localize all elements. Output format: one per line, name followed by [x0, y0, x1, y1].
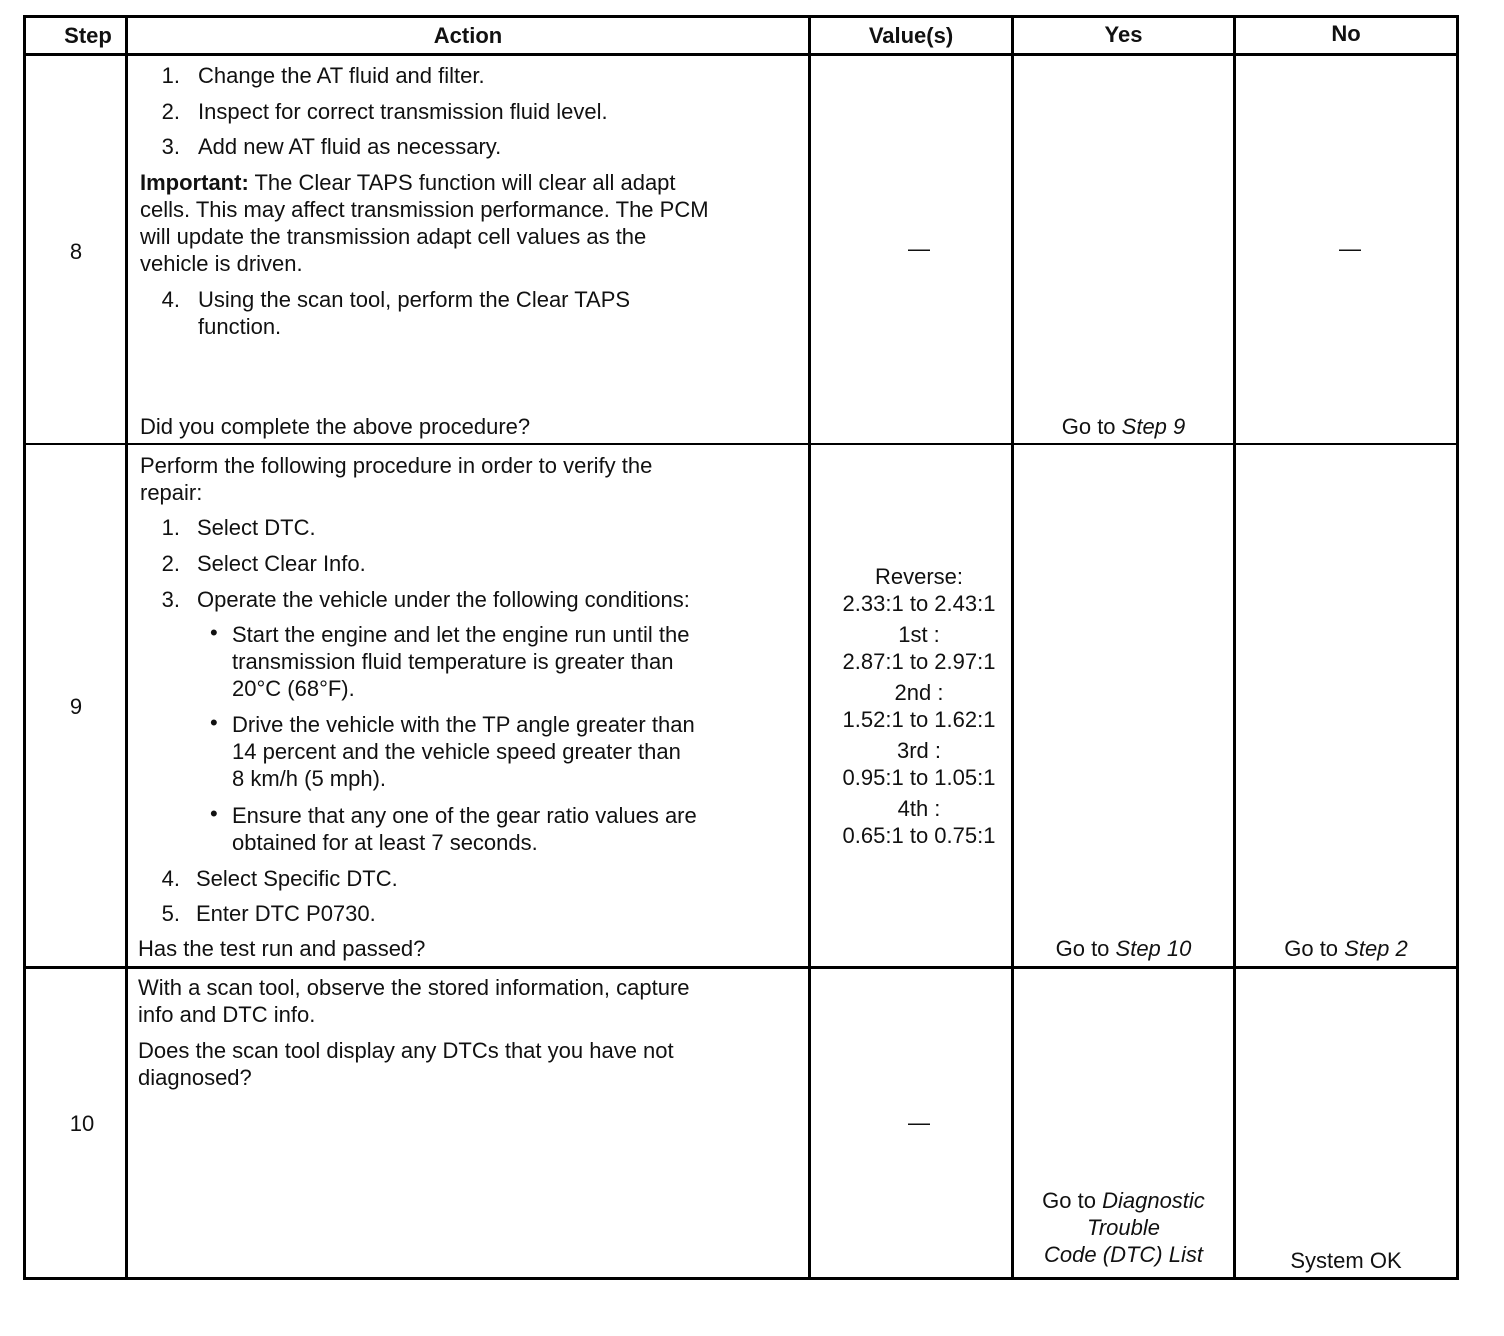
item-number: 4.: [161, 866, 180, 891]
bullet-line: obtained for at least 7 seconds.: [232, 830, 538, 855]
dtc-list-link[interactable]: Code (DTC) List: [1044, 1242, 1203, 1267]
item-text: Add new AT fluid as necessary.: [198, 134, 502, 159]
bullet-icon: •: [210, 710, 218, 735]
gear-range: 2.33:1 to 2.43:1: [842, 591, 996, 616]
goto-prefix: Go to: [1061, 414, 1122, 439]
item-number: 3.: [161, 587, 180, 612]
step-9-yes: [1014, 935, 1233, 962]
gear-range: 1.52:1 to 1.62:1: [842, 707, 996, 732]
item-text: Inspect for correct transmission fluid level.: [198, 99, 608, 124]
gear-label: 4th :: [897, 796, 941, 821]
goto-prefix: Go to: [1042, 1188, 1103, 1213]
header-step: Step: [64, 23, 112, 48]
step-9-values: [811, 563, 1027, 853]
bullet-text: [232, 802, 802, 856]
step-10-number: 10: [69, 1111, 95, 1136]
header-action: Action: [433, 23, 503, 48]
intro-line: repair:: [140, 480, 203, 505]
dtc-list-link[interactable]: Trouble: [1087, 1215, 1160, 1240]
goto-prefix: Go to: [1055, 936, 1116, 961]
bullet-line: 14 percent and the vehicle speed greater than: [232, 739, 681, 764]
item-number: 4.: [161, 287, 180, 312]
item-text: Select DTC.: [197, 515, 316, 540]
step-9-no: [1236, 935, 1456, 962]
table-border-right: [1456, 15, 1459, 1280]
bullet-line: 20°C (68°F).: [232, 676, 355, 701]
bullet-line: Start the engine and let the engine run until the: [232, 622, 690, 647]
item-number: 3.: [161, 134, 180, 159]
item-text: Select Clear Info.: [197, 551, 366, 576]
question-line: diagnosed?: [138, 1065, 252, 1090]
gear-ratio-entry: [811, 621, 1027, 679]
step-9-intro: [140, 452, 805, 506]
item-number: 2.: [161, 99, 180, 124]
step-8-value: —: [908, 236, 930, 261]
paragraph-line: info and DTC info.: [138, 1002, 316, 1027]
bullet-line: transmission fluid temperature is greater than: [232, 649, 674, 674]
item-number: 1.: [161, 63, 180, 88]
gear-ratio-entry: [811, 795, 1027, 853]
gear-ratio-entry: [811, 679, 1027, 737]
goto-prefix: Go to: [1284, 936, 1345, 961]
gear-label: 3rd :: [896, 738, 942, 763]
gear-ratio-entry: [811, 563, 1027, 621]
goto-step-10-link[interactable]: Step 10: [1115, 936, 1192, 961]
header-yes: Yes: [1104, 22, 1143, 47]
question-line: Does the scan tool display any DTCs that you have not: [138, 1038, 674, 1063]
item-number: 1.: [161, 515, 180, 540]
gear-label: 1st :: [898, 622, 940, 647]
dtc-list-link[interactable]: Diagnostic: [1102, 1188, 1205, 1213]
important-line: will update the transmission adapt cell values as the: [140, 224, 647, 249]
table-border-left: [23, 15, 26, 1280]
item-line: function.: [198, 314, 282, 339]
important-line: cells. This may affect transmission performance. The PCM: [140, 197, 709, 222]
goto-step-9-link[interactable]: Step 9: [1121, 414, 1186, 439]
important-line: vehicle is driven.: [140, 251, 303, 276]
bullet-text: [232, 711, 802, 792]
bullet-line: 8 km/h (5 mph).: [232, 766, 387, 791]
step-10-value: —: [908, 1110, 930, 1135]
step-10-question: [138, 1037, 803, 1091]
item-text: Change the AT fluid and filter.: [198, 63, 485, 88]
header-values: Value(s): [868, 23, 954, 48]
step-10-paragraph: [138, 974, 803, 1028]
gear-label: 2nd :: [894, 680, 944, 705]
bullet-icon: •: [210, 801, 218, 826]
step-9-number: 9: [69, 694, 83, 719]
important-note: [140, 169, 805, 277]
bullet-line: Ensure that any one of the gear ratio values are: [232, 803, 697, 828]
item-line: Using the scan tool, perform the Clear TAPS: [198, 287, 631, 312]
bullet-text: [232, 621, 802, 702]
step-10-no: System OK: [1290, 1248, 1402, 1273]
step-9-action: [128, 445, 808, 966]
col-divider-yes: [1233, 15, 1236, 1280]
paragraph-line: With a scan tool, observe the stored information, capture: [138, 975, 690, 1000]
step-8-action: [128, 56, 808, 443]
step-8-number: 8: [69, 239, 83, 264]
bullet-icon: •: [210, 620, 218, 645]
step-9-question: Has the test run and passed?: [138, 936, 426, 961]
step-8-question: Did you complete the above procedure?: [140, 414, 531, 439]
item-number: 2.: [161, 551, 180, 576]
item-number: 5.: [161, 901, 180, 926]
important-label: Important:: [140, 170, 249, 195]
header-no: No: [1331, 21, 1361, 46]
step-10-yes: [1014, 1187, 1233, 1268]
item-text: Operate the vehicle under the following conditions:: [197, 587, 690, 612]
goto-step-2-link[interactable]: Step 2: [1344, 936, 1408, 961]
gear-label: Reverse:: [874, 564, 964, 589]
item-text: [198, 286, 798, 340]
gear-ratio-entry: [811, 737, 1027, 795]
gear-range: 2.87:1 to 2.97:1: [842, 649, 996, 674]
item-text: Enter DTC P0730.: [196, 901, 376, 926]
important-line: The Clear TAPS function will clear all adapt: [248, 170, 676, 195]
intro-line: Perform the following procedure in order to verify the: [140, 453, 653, 478]
step-8-yes: [1014, 413, 1233, 440]
table-border-bottom: [24, 1277, 1459, 1280]
step-8-no: —: [1339, 236, 1361, 261]
item-text: Select Specific DTC.: [196, 866, 398, 891]
gear-range: 0.95:1 to 1.05:1: [842, 765, 996, 790]
bullet-line: Drive the vehicle with the TP angle greater than: [232, 712, 695, 737]
step-10-action: [128, 969, 808, 1277]
gear-range: 0.65:1 to 0.75:1: [842, 823, 996, 848]
